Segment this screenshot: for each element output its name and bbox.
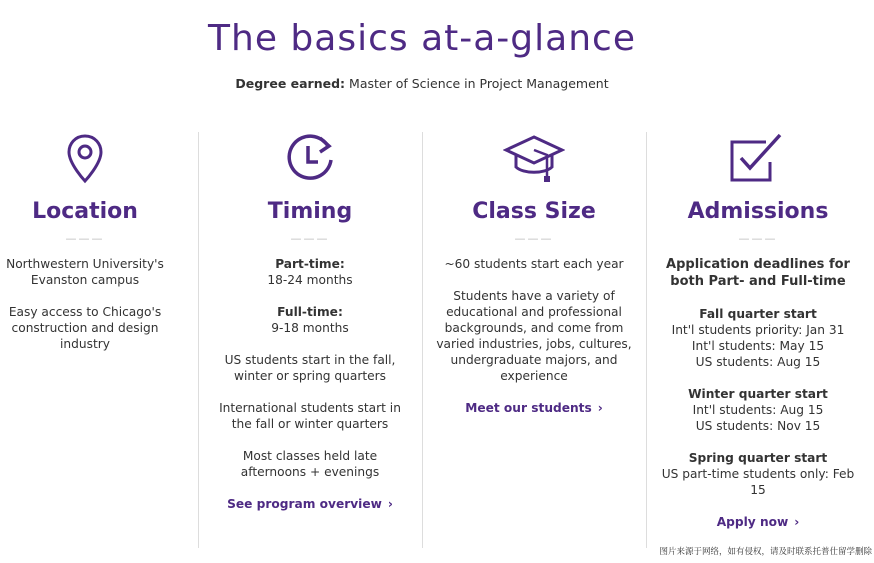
location-column (2, 130, 168, 368)
location-heading: Location (32, 199, 138, 224)
timing-dash: ——— (290, 232, 330, 245)
degree-label: Degree earned: (235, 76, 346, 91)
admissions-dash: ——— (738, 232, 778, 245)
graduation-cap-icon (436, 130, 632, 184)
winter-us: US students: Nov 15 (695, 419, 821, 433)
timing-column (216, 130, 404, 512)
chevron-right-icon: › (597, 401, 603, 415)
chevron-right-icon: › (387, 497, 393, 511)
degree-earned (0, 76, 844, 91)
class-size-backgrounds: Students have a variety of educational and professional backgrounds, and come from varied industries, jobs, cultures, undergraduate majors, and experience (436, 289, 632, 383)
winter-intl: Int'l students: Aug 15 (692, 403, 824, 417)
admissions-heading: Admissions (687, 199, 829, 224)
intl-start-text: International students start in the fall or winter quarters (219, 401, 401, 431)
class-size-heading: Class Size (472, 199, 596, 224)
meet-our-students-label: Meet our students (465, 401, 592, 415)
watermark-text: 图片来源于网络，如有侵权，请及时联系托普仕留学删除 (659, 547, 872, 557)
column-divider (198, 132, 199, 548)
fall-intl-priority: Int'l students priority: Jan 31 (671, 323, 845, 337)
top-dashes (0, 0, 874, 5)
us-start-text: US students start in the fall, winter or spring quarters (224, 353, 396, 383)
page-title: The basics at-a-glance (208, 18, 636, 59)
spring-us-part-time: US part-time students only: Feb 15 (661, 467, 855, 497)
column-divider (422, 132, 423, 548)
location-dash: ——— (65, 232, 105, 245)
map-pin-icon (2, 130, 168, 184)
admissions-column (660, 130, 856, 530)
apply-now-label: Apply now (716, 515, 789, 529)
apply-now-link[interactable] (717, 515, 800, 529)
fall-quarter-label: Fall quarter start (699, 307, 817, 321)
chevron-right-icon: › (794, 515, 800, 529)
location-access: Easy access to Chicago's construction and design industry (8, 305, 162, 351)
degree-value: Master of Science in Project Management (349, 76, 609, 91)
timing-heading: Timing (267, 199, 353, 224)
class-size-count: ~60 students start each year (444, 257, 624, 271)
part-time-label: Part-time: (275, 257, 345, 271)
part-time-value: 18-24 months (267, 273, 353, 287)
clock-icon (216, 130, 404, 184)
fall-intl: Int'l students: May 15 (691, 339, 825, 353)
checkbox-icon (660, 130, 856, 184)
classes-text: Most classes held late afternoons + evenings (240, 449, 380, 479)
see-program-overview-link[interactable] (227, 497, 393, 511)
column-divider (646, 132, 647, 548)
fall-us: US students: Aug 15 (695, 355, 821, 369)
see-program-overview-label: See program overview (227, 497, 382, 511)
application-deadlines-heading: Application deadlines for both Part- and Full-time (666, 257, 850, 289)
class-size-dash: ——— (514, 232, 554, 245)
spring-quarter-label: Spring quarter start (688, 451, 828, 465)
full-time-label: Full-time: (277, 305, 343, 319)
meet-our-students-link[interactable] (465, 401, 603, 415)
location-campus: Northwestern University's Evanston campus (6, 257, 164, 287)
full-time-value: 9-18 months (271, 321, 349, 335)
class-size-column (436, 130, 632, 416)
winter-quarter-label: Winter quarter start (688, 387, 828, 401)
